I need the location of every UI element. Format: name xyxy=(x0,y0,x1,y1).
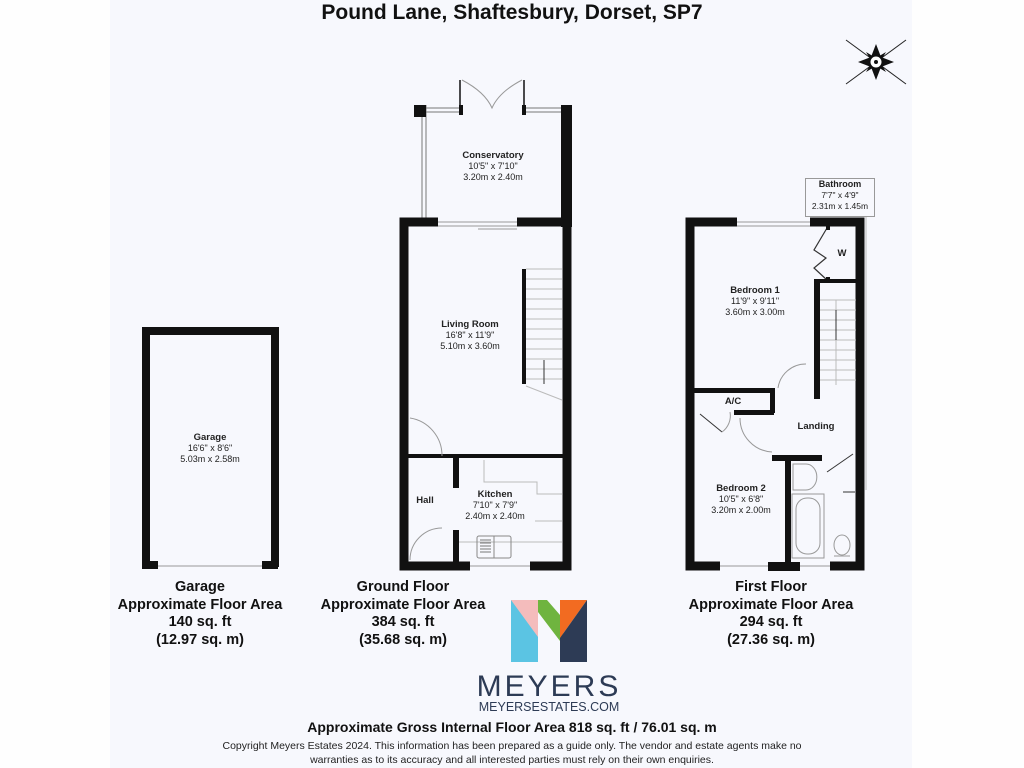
first-floor-plan xyxy=(690,215,866,571)
meyers-logo-mark xyxy=(511,600,587,662)
garage-area-summary: Garage Approximate Floor Area 140 sq. ft (12.97 sq. m) xyxy=(117,579,283,648)
property-address-title: Pound Lane, Shaftesbury, Dorset, SP7 xyxy=(321,1,703,24)
ground-floor-area-summary: Ground Floor Approximate Floor Area 384 sq. ft (35.68 sq. m) xyxy=(320,579,486,648)
room-label-wardrobe: W xyxy=(837,248,847,259)
room-label-bathroom: Bathroom 7'7" x 4'9" 2.31m x 1.45m xyxy=(805,178,875,217)
room-label-airing-cupboard: A/C xyxy=(724,396,742,407)
copyright-line-2: warranties as to its accuracy and all interested parties must rely on their own enquiries. xyxy=(310,754,714,766)
first-floor-area-summary: First Floor Approximate Floor Area 294 sq. ft (27.36 sq. m) xyxy=(688,579,854,648)
room-label-hall: Hall xyxy=(416,495,434,506)
gross-internal-area: Approximate Gross Internal Floor Area 818 sq. ft / 76.01 sq. m xyxy=(307,719,717,735)
room-label-bedroom2: Bedroom 2 10'5" x 6'8" 3.20m x 2.00m xyxy=(711,483,771,515)
room-label-bedroom1: Bedroom 1 11'9" x 9'11" 3.60m x 3.00m xyxy=(725,285,785,317)
room-label-kitchen: Kitchen 7'10" x 7'9" 2.40m x 2.40m xyxy=(465,489,525,521)
room-label-conservatory: Conservatory 10'5" x 7'10" 3.20m x 2.40m xyxy=(462,150,524,182)
copyright-disclaimer xyxy=(0,739,1024,767)
meyers-brand-url: MEYERSESTATES.COM xyxy=(478,700,620,714)
meyers-brand-name: MEYERS xyxy=(476,670,622,703)
copyright-line-1: Copyright Meyers Estates 2024. This information has been prepared as a guide only. The vendor and estate agents make no xyxy=(222,740,802,752)
room-label-garage: Garage 16'6" x 8'6" 5.03m x 2.58m xyxy=(180,432,240,464)
room-label-living-room: Living Room 16'8" x 11'9" 5.10m x 3.60m xyxy=(440,319,500,351)
compass-rose-icon xyxy=(846,40,906,84)
room-label-landing: Landing xyxy=(797,421,835,432)
